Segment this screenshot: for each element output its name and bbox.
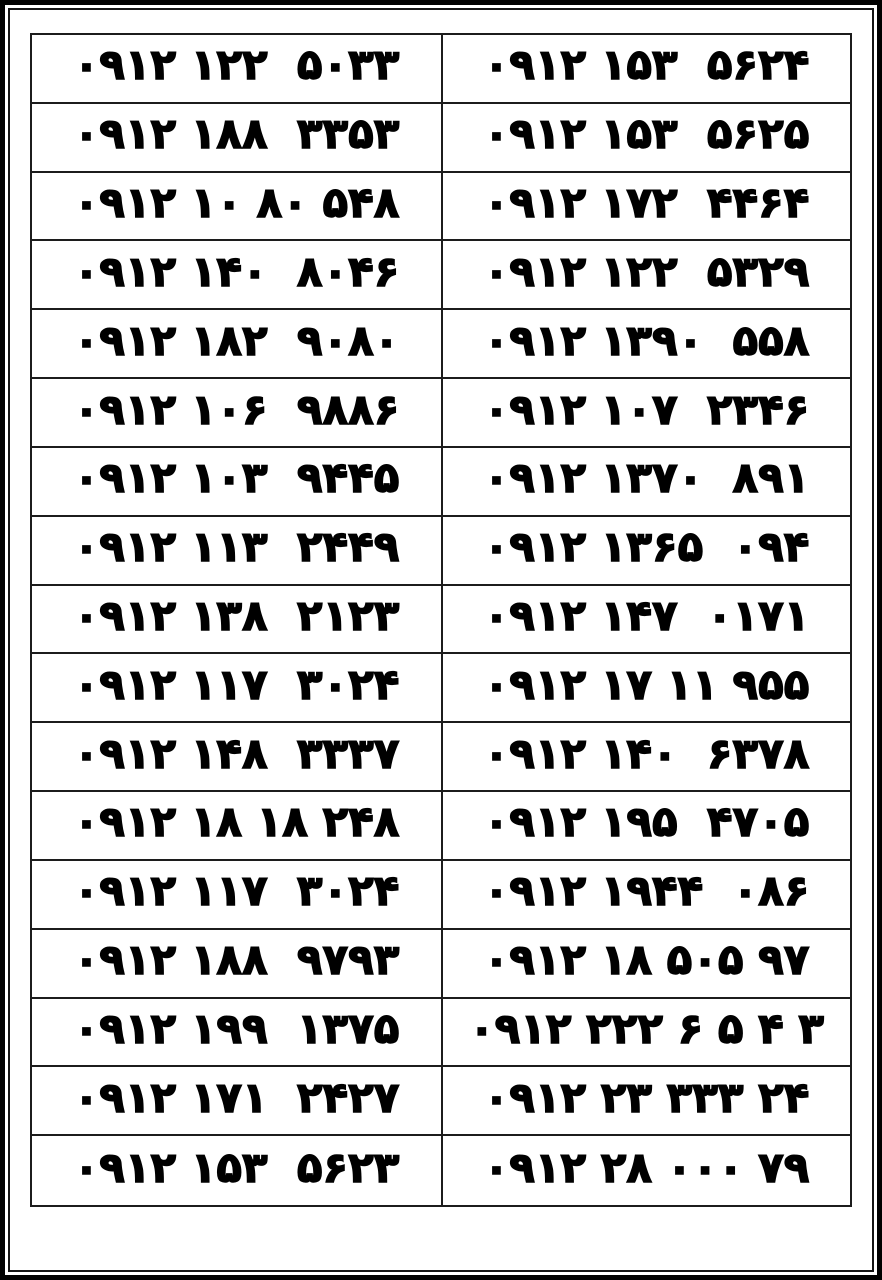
phone-number-cell-right: ۰۹۱۲ ۱۸ ۵۰۵ ۹۷ <box>441 930 850 999</box>
phone-number-cell-left: ۰۹۱۲ ۱۲۲ ۵۰۳۳ <box>32 35 441 104</box>
phone-number-cell-left: ۰۹۱۲ ۱۴۰ ۸۰۴۶ <box>32 241 441 310</box>
phone-number-cell-left: ۰۹۱۲ ۱۴۸ ۳۳۳۷ <box>32 723 441 792</box>
phone-number-cell-right: ۰۹۱۲ ۲۸ ۰۰۰ ۷۹ <box>441 1136 850 1205</box>
phone-number-cell-left: ۰۹۱۲ ۱۱۷ ۳۰۲۴ <box>32 654 441 723</box>
phone-number-cell-right: ۰۹۱۲ ۱۲۲ ۵۳۲۹ <box>441 241 850 310</box>
phone-number-cell-right: ۰۹۱۲ ۱۷ ۱۱ ۹۵۵ <box>441 654 850 723</box>
phone-number-cell-left: ۰۹۱۲ ۱۱۷ ۳۰۲۴ <box>32 861 441 930</box>
phone-number-cell-right: ۰۹۱۲ ۱۴۷ ۰۱۷۱ <box>441 586 850 655</box>
phone-number-cell-right: ۰۹۱۲ ۲۳ ۳۳۳ ۲۴ <box>441 1067 850 1136</box>
phone-number-cell-right: ۰۹۱۲ ۱۹۴۴ ۰۸۶ <box>441 861 850 930</box>
phone-number-cell-left: ۰۹۱۲ ۱۵۳ ۵۶۲۳ <box>73 1142 400 1192</box>
phone-number-cell-right: ۰۹۱۲ ۱۵۳ ۵۶۲۵ <box>441 104 850 173</box>
phone-number-table <box>30 33 852 1207</box>
phone-number-cell-left: ۰۹۱۲ ۱۸۲ ۹۰۸۰ <box>32 310 441 379</box>
phone-number-cell-right: ۰۹۱۲ ۱۹۵ ۴۷۰۵ <box>441 792 850 861</box>
phone-number-cell-left: ۰۹۱۲ ۱۰۳ ۹۴۴۵ <box>32 448 441 517</box>
phone-number-cell-left: ۰۹۱۲ ۱۸۸ ۳۳۵۳ <box>32 104 441 173</box>
phone-number-cell-left: ۰۹۱۲ ۱۹۹ ۱۳۷۵ <box>32 999 441 1068</box>
phone-number-cell-right: ۰۹۱۲ ۱۵۳ ۵۶۲۴ <box>441 35 850 104</box>
phone-number-cell-right: ۰۹۱۲ ۱۳۹۰ ۵۵۸ <box>441 310 850 379</box>
phone-number-cell-left: ۰۹۱۲ ۱۷۱ ۲۴۲۷ <box>32 1067 441 1136</box>
phone-number-cell-left: ۰۹۱۲ ۱۰ ۸۰ ۵۴۸ <box>32 173 441 242</box>
phone-number-cell-right: ۰۹۱۲ ۲۲۲ ۶ ۵ ۴ ۳ <box>441 999 850 1068</box>
phone-number-cell-right: ۰۹۱۲ ۱۳۷۰ ۸۹۱ <box>441 448 850 517</box>
phone-number-cell-left: ۰۹۱۲ ۱۱۳ ۲۴۴۹ <box>32 517 441 586</box>
phone-number-cell-right: ۰۹۱۲ ۱۳۶۵ ۰۹۴ <box>441 517 850 586</box>
phone-number-cell-left: ۰۹۱۲ ۱۰۶ ۹۸۸۶ <box>32 379 441 448</box>
phone-number-cell-right: ۰۹۱۲ ۱۰۷ ۲۳۴۶ <box>441 379 850 448</box>
phone-number-cell-left: ۰۹۱۲ ۱۳۸ ۲۱۲۳ <box>32 586 441 655</box>
phone-number-cell-right: ۰۹۱۲ ۱۷۲ ۴۴۶۴ <box>441 173 850 242</box>
phone-number-cell-left: ۰۹۱۲ ۱۸ ۱۸ ۲۴۸ <box>32 792 441 861</box>
phone-number-cell-right: ۰۹۱۲ ۱۴۰ ۶۳۷۸ <box>441 723 850 792</box>
phone-number-cell-left: ۰۹۱۲ ۱۸۸ ۹۷۹۳ <box>32 930 441 999</box>
